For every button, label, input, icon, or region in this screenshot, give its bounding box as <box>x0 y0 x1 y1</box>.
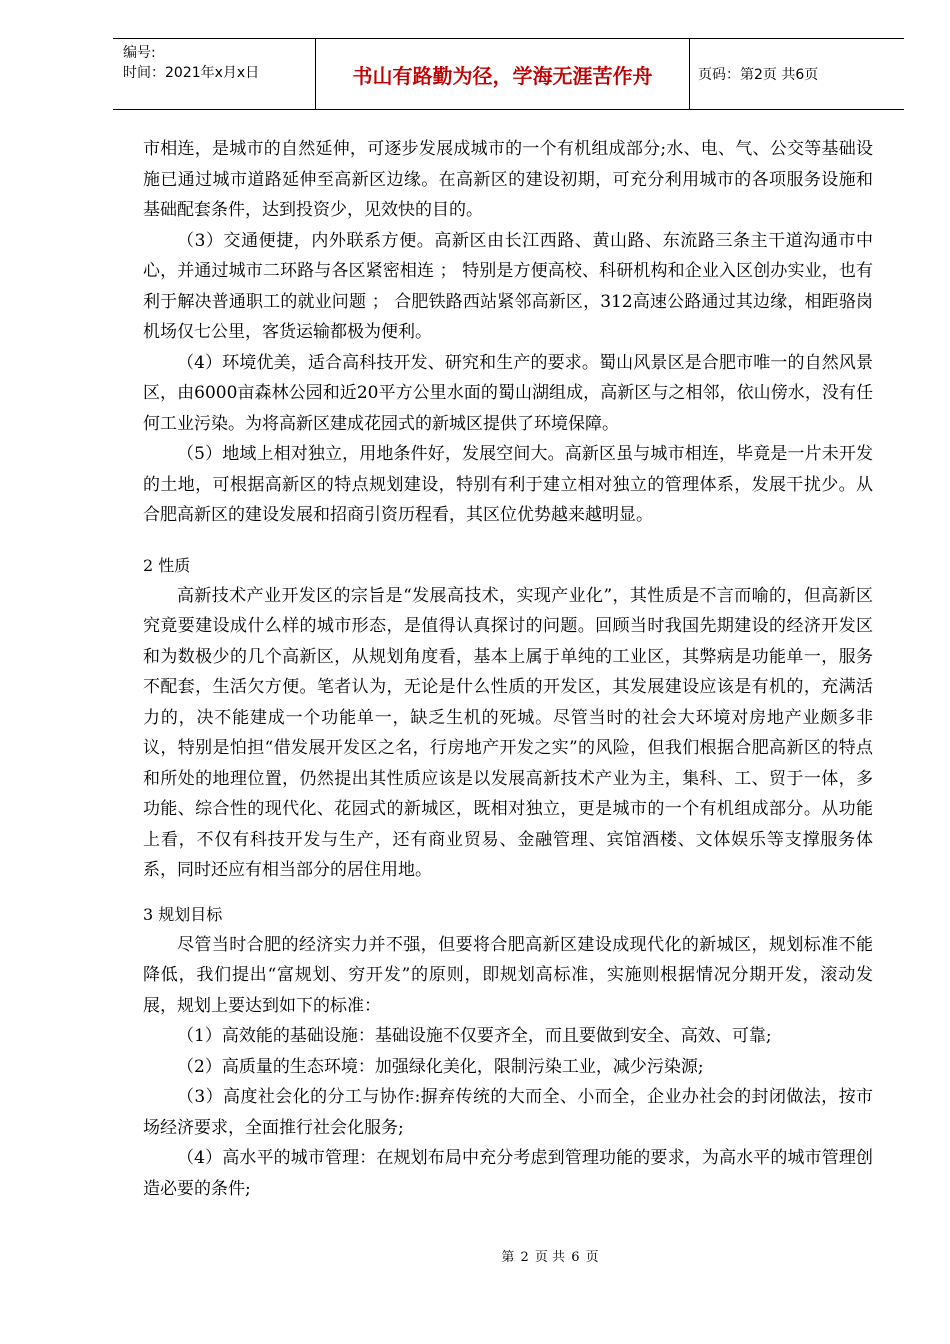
paragraph-3: （4）环境优美，适合高科技开发、研究和生产的要求。蜀山风景区是合肥市唯一的自然风景区，由6000亩森林公园和近20平方公里水面的蜀山湖组成，高新区与之相邻，依山傍水，没有任何工业污染。为将高新区建成花园式的新城区提供了环境保障。 <box>143 352 873 434</box>
footer-mid: 页 共 <box>534 1250 566 1265</box>
paragraph-4: （5）地域上相对独立，用地条件好，发展空间大。高新区虽与城市相连，毕竟是一片未开发的土地，可根据高新区的特点规划建设，特别有利于建立相对独立的管理体系，发展干扰少。从合肥高新区的建设发展和招商引资历程看，其区位优势越来越明显。 <box>143 444 873 525</box>
footer-page-number: 2 <box>520 1250 529 1265</box>
header-page-label: 页码：第2页 共6页 <box>698 67 819 83</box>
paragraph-10: （4）高水平的城市管理：在规划布局中充分考虑到管理功能的要求，为高水平的城市管理创造必要的条件; <box>143 1148 873 1199</box>
footer-pre: 第 <box>501 1250 515 1265</box>
paragraph-9: （3）高度社会化的分工与协作:摒弃传统的大而全、小而全，企业办社会的封闭做法，按市场经济要求，全面推行社会化服务; <box>143 1087 873 1138</box>
header-time-label: 时间：2021年x月x日 <box>123 65 260 81</box>
paragraph-8: （2）高质量的生态环境：加强绿化美化，限制污染工业，减少污染源; <box>177 1056 704 1077</box>
page-footer <box>0 1246 950 1265</box>
section-heading-3: 3 规划目标 <box>143 904 223 924</box>
document-body <box>143 134 873 1204</box>
header-number-label: 编号: <box>123 45 156 61</box>
paragraph-1: 市相连，是城市的自然延伸，可逐步发展成城市的一个有机组成部分;水、电、气、公交等基础设施已通过城市道路延伸至高新区边缘。在高新区的建设初期，可充分利用城市的各项服务设施和基础配套条件，达到投资少，见效快的目的。 <box>143 139 873 220</box>
page-header <box>113 38 904 110</box>
header-motto: 书山有路勤为径，学海无涯苦作舟 <box>316 39 690 109</box>
paragraph-2: （3）交通便捷，内外联系方便。高新区由长江西路、黄山路、东流路三条主干道沟通市中心，并通过城市二环路与各区紧密相连 ； 特别是方便高校、科研机构和企业入区创办实业，也有利于解决普通职工的就业问题 ； 合肥铁路西站紧邻高新区，312高速公路通过其边缘，相距骆岗机场仅七公里，客货运输都极为便利。 <box>143 230 873 342</box>
footer-total-pages: 6 <box>571 1250 580 1265</box>
footer-post: 页 <box>585 1250 599 1265</box>
paragraph-6: 尽管当时合肥的经济实力并不强，但要将合肥高新区建设成现代化的新城区，规划标准不能降低，我们提出“富规划、穷开发”的原则，即规划高标准，实施则根据情况分期开发，滚动发展，规划上要达到如下的标准： <box>143 934 873 1016</box>
header-meta <box>113 39 316 109</box>
paragraph-5: 高新技术产业开发区的宗旨是“发展高技术，实现产业化”，其性质是不言而喻的，但高新区究竟要建设成什么样的城市形态，是值得认真探讨的问题。回顾当时我国先期建设的经济开发区和为数极少的几个高新区，从规划角度看，基本上属于单纯的工业区，其弊病是功能单一，服务不配套，生活欠方便。笔者认为，无论是什么性质的开发区，其发展建设应该是有机的，充满活力的，决不能建成一个功能单一，缺乏生机的死城。尽管当时的社会大环境对房地产业颇多非议，特别是怕担“借发展开发区之名，行房地产开发之实”的风险，但我们根据合肥高新区的特点和所处的地理位置，仍然提出其性质应该是以发展高新技术产业为主，集科、工、贸于一体，多功能、综合性的现代化、花园式的新城区，既相对独立，更是城市的一个有机组成部分。从功能上看，不仅有科技开发与生产，还有商业贸易、金融管理、宾馆酒楼、文体娱乐等支撑服务体系，同时还应有相当部分的居住用地。 <box>143 585 873 880</box>
paragraph-7: （1）高效能的基础设施：基础设施不仅要齐全，而且要做到安全、高效、可靠; <box>177 1026 772 1046</box>
section-heading-2: 2 性质 <box>143 555 191 575</box>
